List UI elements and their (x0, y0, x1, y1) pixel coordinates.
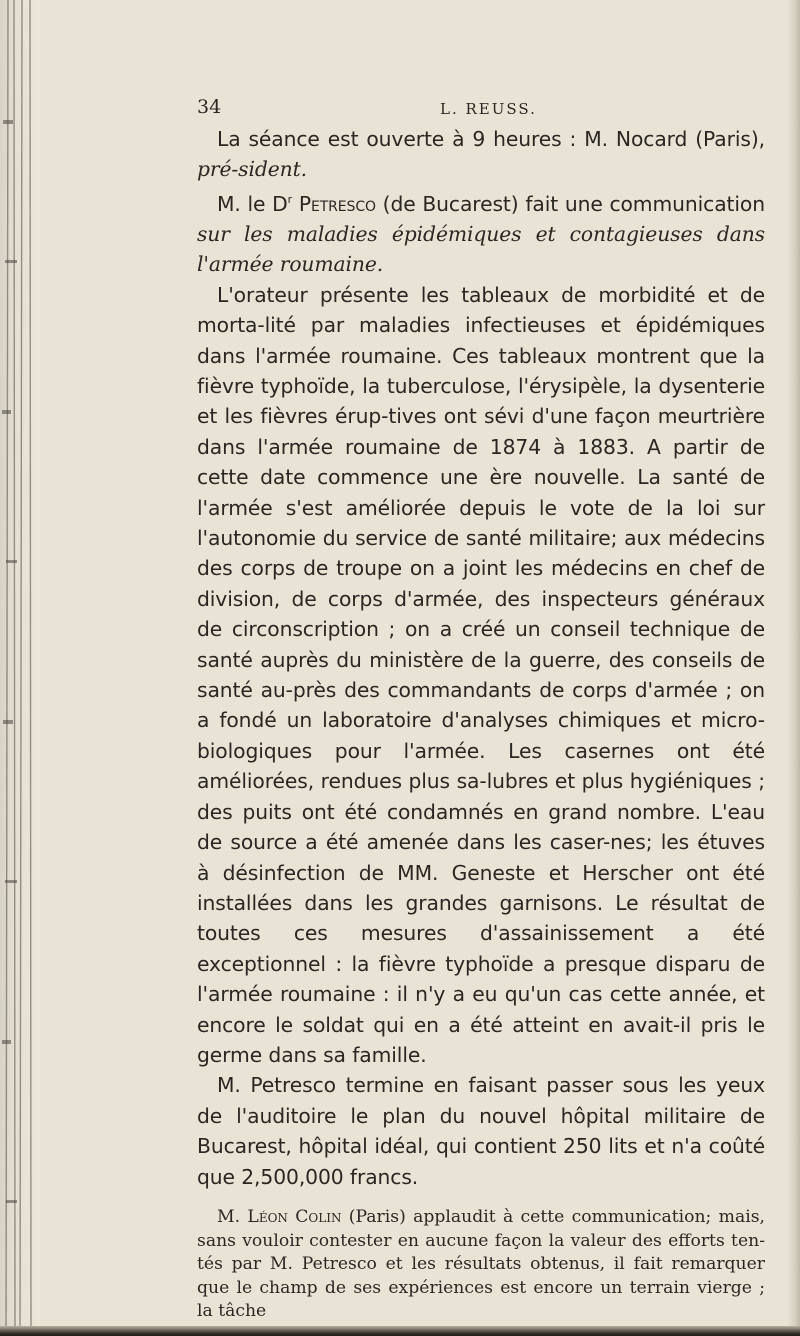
speaker-name: Petresco (298, 191, 376, 216)
page-number: 34 (197, 96, 222, 118)
doctor-title-superscript: r (287, 192, 293, 206)
paragraph-report: L'orateur présente les tableaux de morbidité et de morta-lité par maladies infectieuses et épidémiques dans l'armée roumaine. Ces tableaux montrent que la fièvre typhoïde, la tuberculose, l'érysipèle, la dysenterie et les fièvres érup-tives ont sévi d'une façon meurtrière dans l'armée roumaine de 1874 à 1883. A partir de cette date commence une ère nouvelle. La santé de l'armée s'est améliorée depuis le vote de la loi sur l'autonomie du service de santé militaire; aux médecins des corps de troupe on a joint les médecins en chef de division, de corps d'armée, des inspecteurs généraux de circonscription ; on a créé un conseil technique de santé auprès du ministère de la guerre, des conseils de santé au-près des commandants de corps d'armée ; on a fondé un laboratoire d'analyses chimiques et micro-biologiques pour l'armée. Les casernes ont été améliorées, rendues plus sa-lubres et plus hygiéniques ; des puits ont été condamnés en grand nombre. L'eau de source a été amenée dans les caser-nes; les étuves à désinfection de MM. Geneste et Herscher ont été installées dans les grandes garnisons. Le résultat de toutes ces mesures d'assainissement a été exceptionnel : la fièvre typhoïde a presque disparu de l'armée roumaine : il n'y a eu qu'un cas cette année, et encore le soldat qui en a été atteint en avait-il pris le germe dans sa famille. (197, 282, 765, 1067)
paragraph-conclusion: M. Petresco termine en faisant passer sous les yeux de l'auditoire le plan du nouvel hôpital militaire de Bucarest, hôpital idéal, qui contient 250 lits et n'a coûté que 2,500,000 francs. (197, 1073, 765, 1189)
communication-intro: (de Bucarest) fait une communication (375, 191, 765, 216)
book-page (197, 90, 765, 1324)
binding-shadow-marks (0, 0, 40, 1336)
page-bottom-edge (0, 1326, 800, 1336)
paragraph-response (197, 1206, 765, 1324)
running-head: L. REUSS. (440, 100, 537, 118)
paragraph-communication (197, 185, 765, 280)
opening-text: La séance est ouverte à 9 heures : M. Nocard (Paris), (217, 127, 765, 151)
page-right-edge (786, 0, 800, 1336)
doctor-title: M. le D (217, 191, 288, 216)
main-text (197, 124, 765, 1192)
communication-subject: sur les maladies épidémiques et contagieuses dans l'armée roumaine. (197, 221, 765, 277)
discussion-text (197, 1206, 765, 1324)
response-prefix: M. (217, 1206, 248, 1227)
respondent-name: Léon Colin (247, 1206, 342, 1227)
paragraph-session-opening (197, 124, 765, 185)
page-header (197, 90, 765, 124)
response-text: (Paris) applaudit à cette communication; mais, sans vouloir contester en aucune façon la valeur des efforts ten-tés par M. Petresco et les résultats obtenus, il fait remarquer que le champ de ses expériences est encore un terrain vierge ; la tâche (197, 1206, 765, 1322)
president-label: pré-sident. (197, 157, 307, 182)
